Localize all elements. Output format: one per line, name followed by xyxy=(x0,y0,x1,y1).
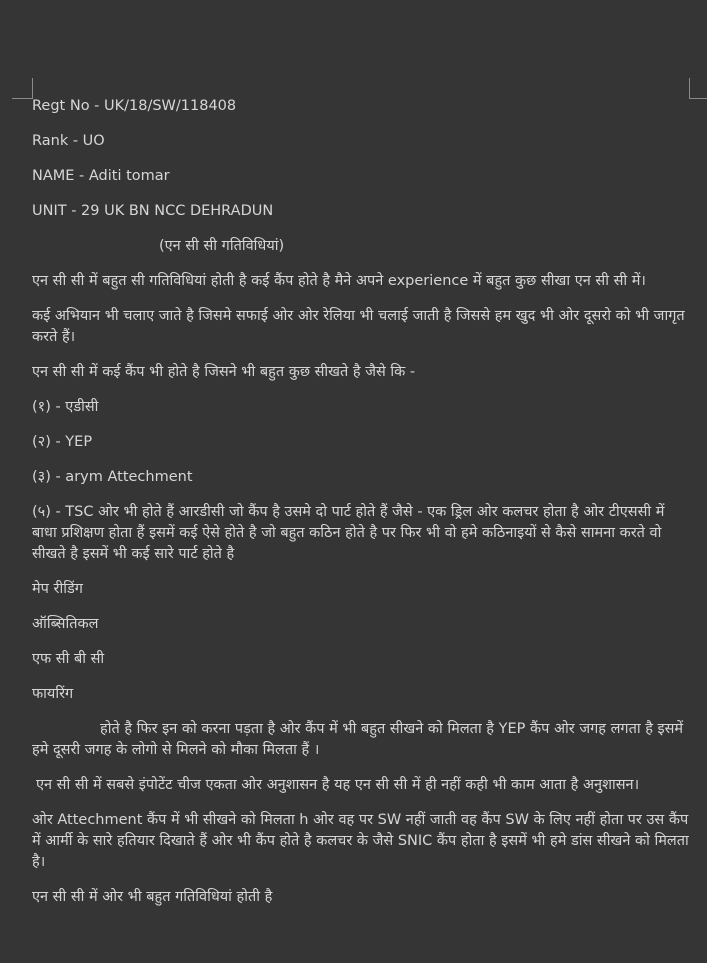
activity-obstacle: ऑब्सितिकल xyxy=(32,616,99,632)
activity-fcbc: एफ सी बी सी xyxy=(32,651,105,667)
activity-map-reading: मेप रीडिंग xyxy=(32,581,83,597)
paragraph-intro: एन सी सी में बहुत सी गतिविधियां होती है कई कैंप होते है मैने अपने experience में बहुत कुछ सीखा एन सी सी में। xyxy=(32,273,646,289)
unit-line: UNIT - 29 UK BN NCC DEHRADUN xyxy=(32,203,274,219)
paragraph-attachment: ओर Attechment कैंप में भी सीखने को मिलता h ओर वह पर SW नहीं जाती वह कैंप SW के लिए नहीं होता पर उस कैंप में आर्मी के सारे हतियार दिखाते हैं ओर भी कैंप होते है कलचर के जैसे SNIC कैंप होता है इसमें भी हमे डांस सीखने को मिलता है। xyxy=(32,812,689,870)
list-item-2: (२) - YEP xyxy=(32,434,93,450)
page-margin-corner-top-left xyxy=(12,78,33,99)
name-line: NAME - Aditi tomar xyxy=(32,168,170,184)
document-body[interactable] xyxy=(32,96,692,922)
regt-no-line: Regt No - UK/18/SW/118408 xyxy=(32,98,237,114)
list-item-5: (५) - TSC ओर भी होते हैं आरडीसी जो कैंप है उसमे दो पार्ट होते हैं जैसे - एक ड्रिल ओर कलचर होता है ओर टीएससी में बाधा प्रशिक्षण होता हैं इसमें कई ऐसे होते है जो बहुत कठिन होते है पर फिर भी वो हमे कठिनाइयों से कैसे सामना करते वो सीखते है इसमें भी कई सारे पार्ट होते है xyxy=(32,504,665,562)
paragraph-campaigns: कई अभियान भी चलाए जाते है जिसमे सफाई ओर ओर रेलिया भी चलाई जाती है जिससे हम खुद भी ओर दूसरो को भी जागृत करते हैं। xyxy=(32,308,685,345)
rank-line: Rank - UO xyxy=(32,133,105,149)
list-item-3: (३) - arym Attechment xyxy=(32,469,193,485)
paragraph-yep: होते है फिर इन को करना पड़ता है ओर कैंप में भी बहुत सीखने को मिलता है YEP कैंप ओर जगह लगता है इसमें हमे दूसरी जगह के लोगो से मिलने को मौका मिलता हैं । xyxy=(32,721,684,758)
activity-firing: फायरिंग xyxy=(32,686,74,702)
document-heading: (एन सी सी गतिविधियां) xyxy=(159,238,285,254)
list-item-1: (१) - एडीसी xyxy=(32,399,99,415)
paragraph-closing: एन सी सी में ओर भी बहुत गतिविधियां होती है xyxy=(32,889,273,905)
paragraph-camps-intro: एन सी सी में कई कैंप भी होते है जिसने भी बहुत कुछ सीखते है जैसे कि - xyxy=(32,364,416,380)
paragraph-discipline: एन सी सी में सबसे इंपोटेंट चीज एकता ओर अनुशासन है यह एन सी सी में ही नहीं कही भी काम आता है अनुशासन। xyxy=(36,777,640,793)
